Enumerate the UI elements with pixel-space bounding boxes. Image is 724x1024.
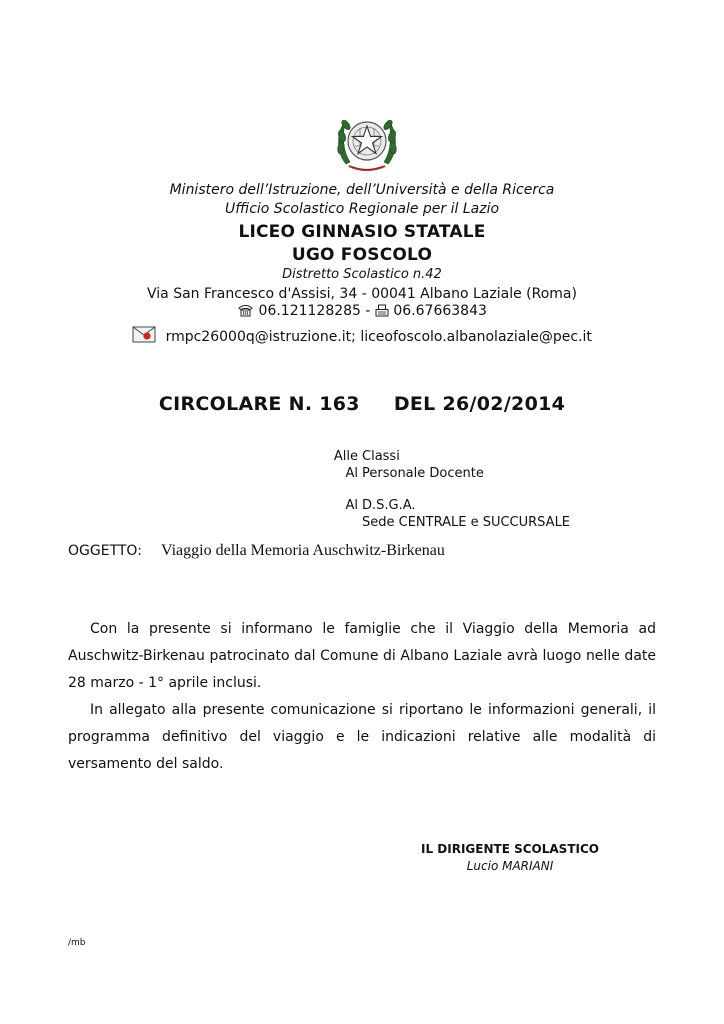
circular-number: CIRCOLARE N. 163 xyxy=(158,393,360,415)
recipient-row xyxy=(322,466,484,481)
recipient-text: Sede CENTRALE e SUCCURSALE xyxy=(362,515,571,530)
school-name-line2: UGO FOSCOLO xyxy=(291,245,433,265)
italian-republic-emblem-icon xyxy=(332,106,402,176)
recipient-row xyxy=(322,498,416,513)
letter-body xyxy=(68,616,656,778)
envelope-icon xyxy=(132,326,156,343)
circular-date: DEL 26/02/2014 xyxy=(393,393,566,415)
school-name-line1: LICEO GINNASIO STATALE xyxy=(238,222,486,242)
telephone-icon xyxy=(237,303,254,317)
body-paragraph-2: In allegato alla presente comunicazione si riportano le informazioni generali, il programma definitivo del viaggio e le indicazioni relative alle modalità di versamento del saldo. xyxy=(68,702,656,772)
signature-title: IL DIRIGENTE SCOLASTICO xyxy=(421,842,599,856)
email-addresses xyxy=(0,326,724,345)
recipient-prefix: Al xyxy=(345,466,358,481)
subject-text: Viaggio della Memoria Auschwitz-Birkenau xyxy=(161,542,445,559)
contact-numbers xyxy=(0,303,724,319)
recipient-prefix: Al xyxy=(345,498,358,513)
school-district: Distretto Scolastico n.42 xyxy=(282,267,442,282)
author-initials: /mb xyxy=(68,938,86,948)
recipient-row xyxy=(322,515,570,530)
recipient-prefix: Alle xyxy=(333,449,358,464)
phone-fax-separator: - xyxy=(360,303,375,319)
ministry-name: Ministero dell’Istruzione, dell’Università e della Ricerca xyxy=(169,182,555,198)
recipient-text: Classi xyxy=(362,449,400,464)
signature-name: Lucio MARIANI xyxy=(466,859,554,873)
fax-icon xyxy=(375,304,389,317)
recipient-text: D.S.G.A. xyxy=(362,498,416,513)
subject-label: OGGETTO: xyxy=(68,543,142,559)
school-address: Via San Francesco d'Assisi, 34 - 00041 Albano Laziale (Roma) xyxy=(147,286,577,302)
recipient-row xyxy=(322,449,400,464)
phone-number: 06.121128285 xyxy=(258,303,361,319)
email-text: rmpc26000q@istruzione.it; liceofoscolo.albanolaziale@pec.it xyxy=(165,329,592,345)
body-paragraph-1: Con la presente si informano le famiglie che il Viaggio della Memoria ad Auschwitz-Birkenau patrocinato dal Comune di Albano Laziale avrà luogo nelle date 28 marzo - 1° aprile inclusi. xyxy=(68,621,656,691)
recipient-text: Personale Docente xyxy=(362,466,484,481)
circular-heading xyxy=(0,393,724,415)
fax-number: 06.67663843 xyxy=(393,303,487,319)
regional-office: Ufficio Scolastico Regionale per il Lazio xyxy=(224,201,500,217)
